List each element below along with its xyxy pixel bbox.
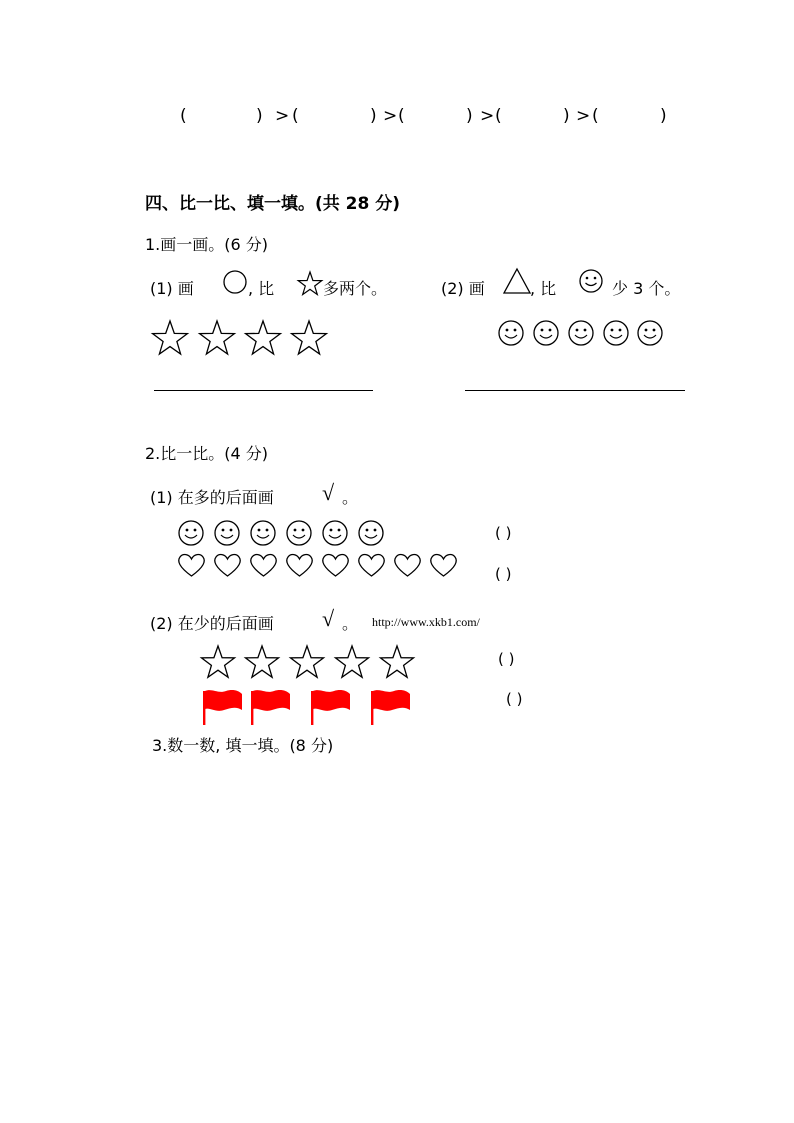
answer-paren-smileys[interactable]: ( ) [495,524,512,542]
q1-part1-mid: , 比 [248,279,275,298]
triangle-icon [503,268,531,294]
star-icon [244,320,282,356]
question-1-heading: 1.画一画。(6 分) [145,235,269,254]
q1-part2-prefix: (2) 画 [441,279,485,298]
greater-than: > [480,106,495,126]
greater-than: > [275,106,290,126]
question-2-heading: 2.比一比。(4 分) [145,444,269,463]
flag-icon [248,688,292,726]
flag-icon [200,688,244,726]
greater-than: > [576,106,591,126]
smiley-icon [249,519,277,547]
check-mark: √ [322,606,335,631]
question-3-heading: 3.数一数, 填一填。(8 分) [152,736,334,755]
q2-part2-instruction: (2) 在少的后面画 [150,614,274,633]
answer-paren-hearts[interactable]: ( ) [495,565,512,583]
q2-part2-period: 。 [342,614,359,633]
star-icon [334,645,370,679]
smiley-icon [602,319,630,347]
paren-open: ( [592,106,599,126]
answer-line-left[interactable] [154,390,373,391]
q2-part1-period: 。 [342,488,359,507]
star-icon [297,271,323,296]
paren-close: ) [660,106,667,126]
star-icon [244,645,280,679]
smiley-icon [636,319,664,347]
heart-icon [285,552,314,577]
smiley-icon [532,319,560,347]
smiley-icon [578,268,604,294]
smiley-icon [357,519,385,547]
star-icon [289,645,325,679]
q1-part1-suffix: 多两个。 [323,279,388,298]
q1-part1-prefix: (1) 画 [150,279,194,298]
star-icon [198,320,236,356]
smiley-icon [567,319,595,347]
answer-paren-stars[interactable]: ( ) [498,650,515,668]
flag-icon [308,688,352,726]
star-icon [151,320,189,356]
heart-icon [213,552,242,577]
star-icon [379,645,415,679]
q2-part1-instruction: (1) 在多的后面画 [150,488,274,507]
q1-part2-suffix: 少 3 个。 [612,279,681,298]
star-icon [200,645,236,679]
smiley-icon [285,519,313,547]
heart-icon [177,552,206,577]
paren-open: ( [180,106,187,126]
paren-close: ) [256,106,263,126]
paren-close: ) [563,106,570,126]
paren-open: ( [292,106,299,126]
heart-icon [393,552,422,577]
heart-icon [249,552,278,577]
q1-part2-mid: , 比 [530,279,557,298]
section-heading: 四、比一比、填一填。(共 28 分) [145,194,401,214]
greater-than: > [383,106,398,126]
answer-paren-flags[interactable]: ( ) [506,690,523,708]
check-mark: √ [322,480,335,505]
star-icon [290,320,328,356]
watermark-url: http://www.xkb1.com/ [372,615,480,629]
smiley-icon [497,319,525,347]
heart-icon [429,552,458,577]
smiley-icon [177,519,205,547]
heart-icon [357,552,386,577]
paren-open: ( [495,106,502,126]
paren-open: ( [398,106,405,126]
paren-close: ) [370,106,377,126]
circle-icon [222,269,248,295]
smiley-icon [321,519,349,547]
smiley-icon [213,519,241,547]
heart-icon [321,552,350,577]
flag-icon [368,688,412,726]
answer-line-right[interactable] [465,390,685,391]
paren-close: ) [466,106,473,126]
